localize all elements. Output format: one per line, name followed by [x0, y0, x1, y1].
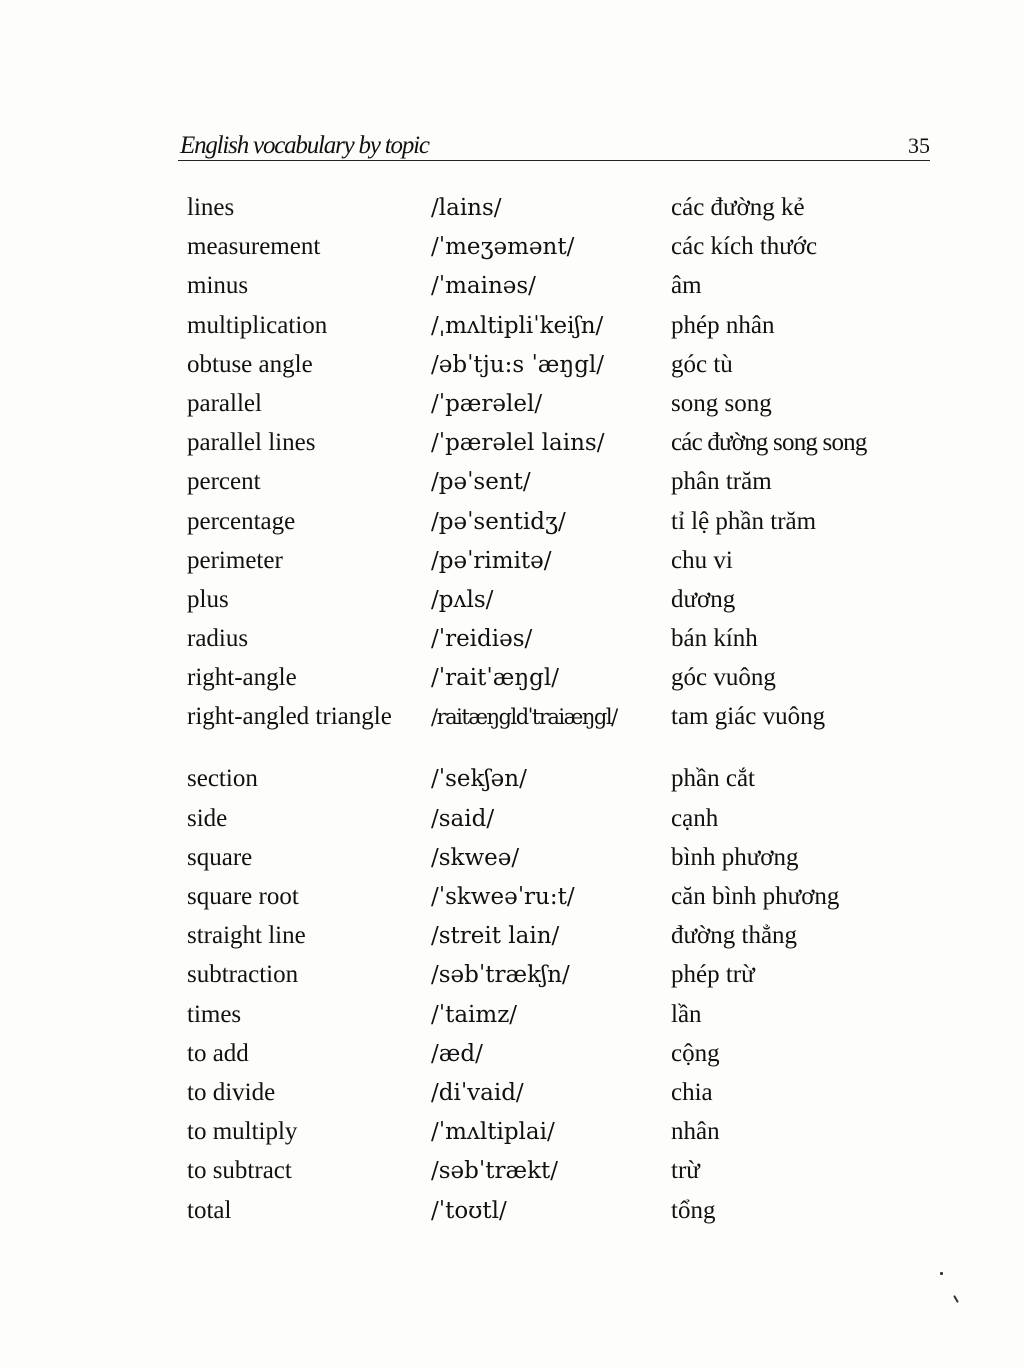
vocab-pronunciation: /said/: [431, 805, 495, 832]
vocab-meaning: song song: [671, 389, 772, 417]
vocab-word: square root: [187, 883, 299, 910]
vocab-pronunciation: /ˈtoʊtl/: [431, 1197, 507, 1224]
vocab-meaning: tam giác vuông: [671, 703, 826, 731]
vocab-pronunciation: /ˈmainəs/: [431, 273, 536, 300]
vocab-meaning: phép trừ: [671, 961, 755, 989]
vocab-row: [187, 466, 927, 505]
vocab-row: [187, 231, 927, 270]
vocab-pronunciation: /səbˈtrækt/: [431, 1158, 558, 1185]
vocab-word: measurement: [187, 233, 321, 261]
vocab-meaning: đường thẳng: [671, 922, 798, 950]
vocab-row: [187, 584, 927, 623]
vocab-row: [187, 701, 927, 763]
vocab-meaning: cạnh: [671, 804, 719, 832]
vocab-row: [187, 1116, 927, 1155]
vocab-pronunciation: /ˈraitˈæŋgl/: [431, 665, 559, 692]
vocab-word: subtraction: [187, 961, 299, 989]
vocab-row: [187, 959, 927, 998]
vocab-row: [187, 662, 927, 701]
vocab-word: multiplication: [187, 311, 328, 339]
page-header: [178, 130, 930, 161]
vocab-row: [187, 842, 927, 881]
vocab-meaning: các đường song song: [671, 429, 867, 457]
vocab-pronunciation: /diˈvaid/: [431, 1079, 524, 1106]
vocab-row: [187, 310, 927, 349]
vocab-word: perimeter: [187, 546, 283, 574]
vocab-pronunciation: /pʌls/: [431, 586, 494, 613]
vocab-row: [187, 270, 927, 309]
vocab-meaning: tỉ lệ phần trăm: [671, 507, 817, 535]
vocab-pronunciation: /lains/: [431, 195, 502, 221]
vocab-row: [187, 506, 927, 545]
vocab-word: to add: [187, 1039, 249, 1067]
vocab-row: [187, 1077, 927, 1116]
vocabulary-list: [187, 192, 927, 1234]
vocab-word: to subtract: [187, 1157, 292, 1185]
vocab-meaning: dương: [671, 585, 736, 613]
vocab-meaning: bán kính: [671, 625, 758, 653]
vocab-row: [187, 999, 927, 1038]
vocab-meaning: căn bình phương: [671, 883, 840, 910]
vocab-pronunciation: /ˈpærəlel/: [431, 390, 543, 417]
vocab-word: radius: [187, 625, 249, 653]
vocab-pronunciation: /pəˈsent/: [431, 469, 531, 496]
vocab-row: [187, 1155, 927, 1194]
vocab-row: [187, 881, 927, 920]
vocab-row: [187, 388, 927, 427]
vocab-pronunciation: /æd/: [431, 1040, 483, 1067]
vocab-pronunciation: /ˌmʌltipliˈkeiʃn/: [431, 312, 604, 339]
vocab-pronunciation: /ˈpærəlel lains/: [431, 430, 605, 457]
vocab-word: obtuse angle: [187, 350, 313, 378]
vocab-pronunciation: /pəˈrimitə/: [431, 547, 552, 574]
vocab-row: [187, 1195, 927, 1234]
vocab-pronunciation: /səbˈtrækʃn/: [431, 962, 570, 989]
vocab-word: right-angle: [187, 664, 297, 692]
vocab-meaning: góc vuông: [671, 664, 776, 692]
vocab-row: [187, 803, 927, 842]
vocab-row: [187, 349, 927, 388]
vocab-meaning: trừ: [671, 1157, 700, 1185]
vocab-meaning: phân trăm: [671, 468, 772, 496]
page-number: 35: [908, 133, 930, 158]
vocab-row: [187, 920, 927, 959]
vocab-word: to multiply: [187, 1118, 298, 1146]
vocab-meaning: chia: [671, 1078, 713, 1106]
vocab-word: total: [187, 1196, 232, 1224]
vocab-pronunciation: /skweə/: [431, 844, 520, 871]
vocab-meaning: cộng: [671, 1039, 720, 1067]
vocab-word: parallel: [187, 389, 262, 417]
vocab-word: percentage: [187, 507, 296, 535]
vocab-word: lines: [187, 194, 235, 221]
vocab-meaning: chu vi: [671, 546, 733, 574]
vocab-pronunciation: /pəˈsentidʒ/: [431, 508, 566, 535]
vocab-meaning: góc tù: [671, 350, 733, 378]
vocab-row: [187, 427, 927, 466]
vocab-meaning: lần: [671, 1000, 702, 1028]
vocab-row: [187, 192, 927, 231]
vocab-pronunciation: /streit lain/: [431, 923, 560, 950]
vocab-meaning: các đường kẻ: [671, 194, 805, 221]
vocab-word: side: [187, 804, 228, 832]
vocab-meaning: các kích thước: [671, 233, 818, 261]
vocab-pronunciation: /əbˈtju:s ˈæŋgl/: [431, 351, 605, 378]
vocab-word: square: [187, 843, 253, 871]
vocab-word: minus: [187, 272, 249, 300]
vocab-pronunciation: /ˈmeʒəmənt/: [431, 234, 575, 261]
vocab-pronunciation: /ˈreidiəs/: [431, 626, 533, 653]
vocab-row: [187, 1038, 927, 1077]
vocab-word: right-angled triangle: [187, 703, 392, 731]
vocab-meaning: âm: [671, 272, 702, 300]
vocab-word: to divide: [187, 1078, 276, 1106]
vocab-word: plus: [187, 585, 229, 613]
scan-speck: [940, 1272, 943, 1275]
vocab-word: times: [187, 1000, 242, 1028]
vocab-meaning: nhân: [671, 1118, 720, 1146]
vocab-meaning: phần cắt: [671, 765, 755, 793]
vocab-meaning: phép nhân: [671, 311, 775, 339]
vocab-meaning: tổng: [671, 1196, 716, 1224]
vocab-row: [187, 623, 927, 662]
scan-speck: [953, 1295, 959, 1303]
vocab-pronunciation: /ˈtaimz/: [431, 1001, 518, 1028]
vocab-pronunciation: /raitæŋgldˈtraiæŋgl/: [431, 705, 617, 730]
vocab-word: parallel lines: [187, 429, 316, 457]
vocab-pronunciation: /ˈskweəˈru:t/: [431, 884, 575, 910]
vocab-word: section: [187, 765, 258, 793]
vocab-word: percent: [187, 468, 261, 496]
vocab-pronunciation: /ˈsekʃən/: [431, 766, 527, 793]
vocab-word: straight line: [187, 922, 306, 950]
book-title: English vocabulary by topic: [180, 132, 429, 159]
vocab-row: [187, 763, 927, 802]
vocab-meaning: bình phương: [671, 843, 799, 871]
vocab-pronunciation: /ˈmʌltiplai/: [431, 1119, 555, 1146]
vocab-row: [187, 545, 927, 584]
